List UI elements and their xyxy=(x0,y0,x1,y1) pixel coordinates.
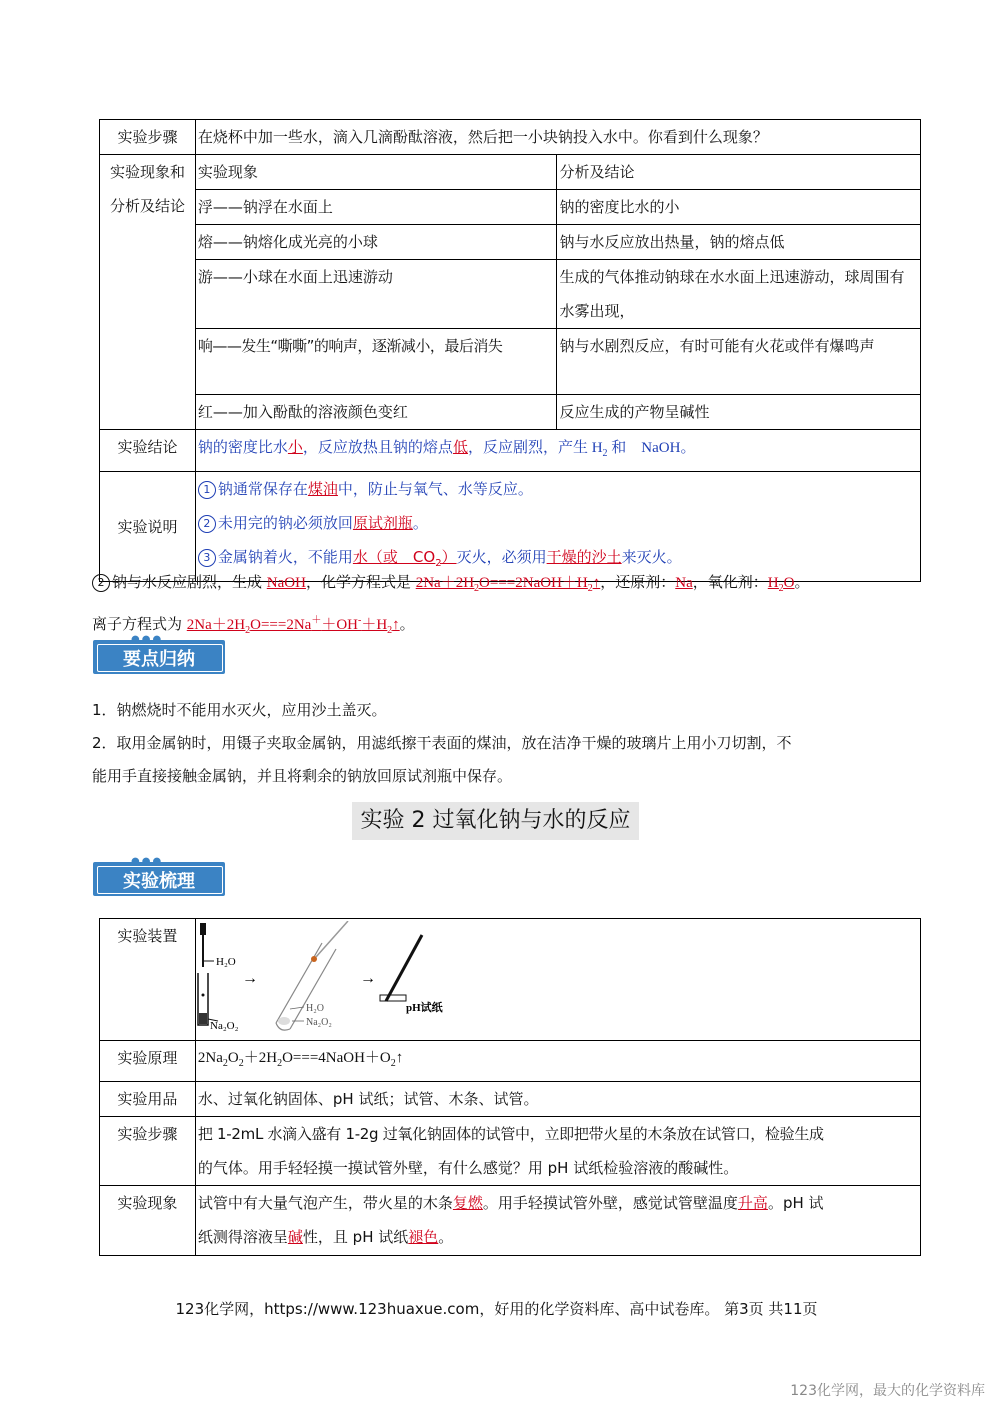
principle-equation: $2Na_2O_2+2H_2O===4NaOH+O_2↑$ xyxy=(195,1041,920,1082)
fig-na2o2-label: Na₂O₂ xyxy=(209,1020,239,1032)
note-2: 2 未用完的钠必须放回原试剂瓶。 xyxy=(198,506,918,540)
fig-h2o-label: H₂O xyxy=(215,956,236,968)
phenomenon-cell: 浮——钠浮在水面上 xyxy=(195,190,557,225)
conclusion-cell: 钠与水剧烈反应，有时可能有火花或伴有爆鸣声 xyxy=(557,329,921,395)
analysis-label: 实验现象和 分析及结论 xyxy=(100,155,196,430)
apparatus-figure xyxy=(195,919,920,1041)
step-label: 实验步骤 xyxy=(100,120,196,155)
section-title: 实验 2 过氧化钠与水的反应 xyxy=(352,802,639,840)
key-points-banner xyxy=(93,634,227,674)
apparatus-diagram xyxy=(196,921,476,1039)
step-text: 在烧杯中加一些水，滴入几滴酚酞溶液，然后把一小块钠投入水中。你看到什么现象？ xyxy=(195,120,920,155)
fig-ph-label: pH试纸 xyxy=(405,1002,443,1014)
note-3: 3 金属钠着火，不能用水（或 $CO_2$）灭火，必须用干燥的沙土来灭火。 xyxy=(198,540,918,581)
experiment-conclusion: 钠的密度比水小，反应放热且钠的熔点低，反应剧烈，产生 $H_2$ 和 NaOH。 xyxy=(195,430,920,472)
phenomenon-cell: 游——小球在水面上迅速游动 xyxy=(195,260,557,329)
ionic-equation-line: 离子方程式为 $2Na+2H_2O===2Na^++OH^-+H_2↑$。 xyxy=(92,615,415,636)
point-item: 2．取用金属钠时，用镊子夹取金属钠，用滤纸擦干表面的煤油，放在洁净干燥的玻璃片上用小刀切割，不 xyxy=(92,734,792,752)
col-phenomenon-header: 实验现象 xyxy=(195,155,557,190)
point-item: 能用手直接接触金属钠，并且将剩余的钠放回原试剂瓶中保存。 xyxy=(92,767,513,785)
ionic-equation: $2Na+2H_2O===2Na^++OH^-+H_2↑$ xyxy=(186,615,400,636)
banner-title: 要点归纳 xyxy=(123,649,195,670)
phenomenon-label: 实验现象 xyxy=(100,1186,196,1256)
col-conclusion-header: 分析及结论 xyxy=(557,155,921,190)
peroxide-water-table xyxy=(99,918,921,1256)
notes-label: 实验说明 xyxy=(100,472,196,582)
steps-text: 把 1-2mL 水滴入盛有 1-2g 过氧化钠固体的试管中，立即把带火星的木条放在试管口，检验生成 的气体。用手轻轻摸一摸试管外壁，有什么感觉？用 pH 试纸检验溶液的酸碱性。 xyxy=(195,1117,920,1186)
conclusion-cell: 钠的密度比水的小 xyxy=(557,190,921,225)
conclusion-cell: 反应生成的产物呈碱性 xyxy=(557,395,921,430)
glass-rod-icon xyxy=(380,935,422,1001)
materials-text: 水、过氧化钠固体、pH 试纸；试管、木条、试管。 xyxy=(195,1082,920,1117)
page-footer: 123化学网，https://www.123huaxue.com，好用的化学资料库、高中试卷库。 第3页 共11页 xyxy=(175,1300,818,1318)
fig-tube-h2o-label: H₂O xyxy=(305,1003,324,1014)
chemical-equation: $2Na+2H_2O===2NaOH+H_2↑$ xyxy=(415,575,601,594)
point-item: 1．钠燃烧时不能用水灭火，应用沙土盖灭。 xyxy=(92,701,387,719)
materials-label: 实验用品 xyxy=(100,1082,196,1117)
banner-title: 实验梳理 xyxy=(123,871,195,892)
sodium-water-table xyxy=(99,119,921,582)
experiment-notes xyxy=(195,472,920,582)
phenomenon-text: 试管中有大量气泡产生，带火星的木条复燃。用手轻摸试管外壁，感觉试管壁温度升高。pH 试 纸测得溶液呈碱性，且 pH 试纸褪色。 xyxy=(195,1186,920,1256)
phenomenon-cell: 红——加入酚酞的溶液颜色变红 xyxy=(195,395,557,430)
test-tube-icon xyxy=(198,973,218,1025)
watermark: 123化学网，最大的化学资料库 xyxy=(790,1383,985,1399)
reaction-line: 2 钠与水反应剧烈，生成 NaOH，化学方程式是 $2Na+2H_2O===2NaOH+H_2↑$，还原剂：Na，氧化剂：$H_2O$。 xyxy=(92,566,922,605)
apparatus-label: 实验装置 xyxy=(100,919,196,1041)
note-1: 1 钠通常保存在煤油中，防止与氧气、水等反应。 xyxy=(198,472,918,506)
principle-label: 实验原理 xyxy=(100,1041,196,1082)
arrow-2: → xyxy=(359,970,376,987)
conclusion-cell: 生成的气体推动钠球在水水面上迅速游动，球周围有水雾出现， xyxy=(557,260,921,329)
key-points xyxy=(92,694,922,793)
dropper-icon xyxy=(200,923,214,967)
arrow-1: → xyxy=(241,970,258,987)
steps-label: 实验步骤 xyxy=(100,1117,196,1186)
fig-tube-na2o2-label: Na₂O₂ xyxy=(305,1017,332,1028)
phenomenon-cell: 响——发生“嘶嘶”的响声，逐渐减小，最后消失 xyxy=(195,329,557,395)
phenomenon-cell: 熔——钠熔化成光亮的小球 xyxy=(195,225,557,260)
experiment-overview-banner xyxy=(93,856,227,896)
conclusion-label: 实验结论 xyxy=(100,430,196,472)
conclusion-cell: 钠与水反应放出热量，钠的熔点低 xyxy=(557,225,921,260)
